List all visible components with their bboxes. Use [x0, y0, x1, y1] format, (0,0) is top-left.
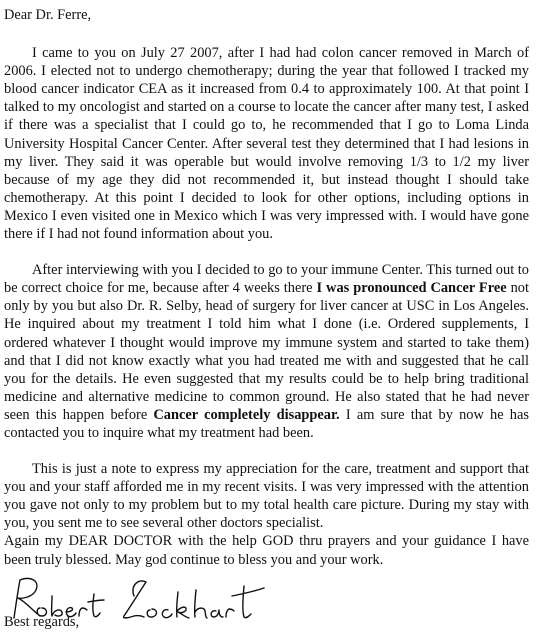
paragraph-4: Again my DEAR DOCTOR with the help GOD thru prayers and your guidance I have been truly blessed. May god continue to bless you and your work.: [4, 533, 529, 568]
paragraph-2-text-a: After interviewing with you I decided to go to your immune Center. This turned out to be correct choice for me, because after 4 weeks there: [4, 262, 529, 297]
salutation: Dear Dr. Ferre,: [4, 7, 92, 23]
paragraph-2-text-b: not only by you but also Dr. R. Selby, head of surgery for liver cancer at USC in Los Angeles. He inquired about my treatment I told him what I done (i.e. Ordered supplements, I ordered whatever I thought would improve my immune system and started to take them) and that I did not know exactly what you had treated me with and suggested that he call you for the details. He even suggested that my results could be to help bring traditional medicine and alternative medicine to common ground. He also stated that he had never seen this happen before: [4, 280, 529, 423]
paragraph-2: [4, 261, 529, 442]
handwritten-signature: [6, 566, 296, 626]
paragraph-3: This is just a note to express my appreciation for the care, treatment and support that you and your staff afforded me in my recent visits. I was very impressed with the attention you gave not only to my problem but to my total health care picture. During my stay with you, you sent me to see several other doctors specialist.: [4, 461, 529, 532]
paragraph-1: I came to you on July 27 2007, after I had had colon cancer removed in March of 2006. I elected not to undergo chemotherapy; during the year that followed I tracked my blood cancer indicator CEA as it increased from 0.4 to approximately 100. At that point I talked to my oncologist and started on a course to locate the cancer after many test, I asked if there was a specialist that I could go to, he recommended that I go to Loma Linda University Hospital Cancer Center. After several test they determined that I had lesions in my liver. They said it was operable but would involve removing 1/3 to 1/2 my liver because of my age they did not recommended it, but instead thought I should take chemotherapy. At this point I decided to look for other options, including options in Mexico I even visited one in Mexico which I was very impressed with. I would have gone there if I had not found information about you.: [4, 45, 529, 243]
closing: Best regards,: [4, 613, 80, 630]
cancer-disappear-emphasis: Cancer completely disappear.: [153, 406, 340, 423]
cancer-free-emphasis: I was pronounced Cancer Free: [316, 280, 507, 297]
paragraph-2-text-c: I am sure that by now he has contacted you to inquire what my treatment had been.: [4, 406, 529, 441]
